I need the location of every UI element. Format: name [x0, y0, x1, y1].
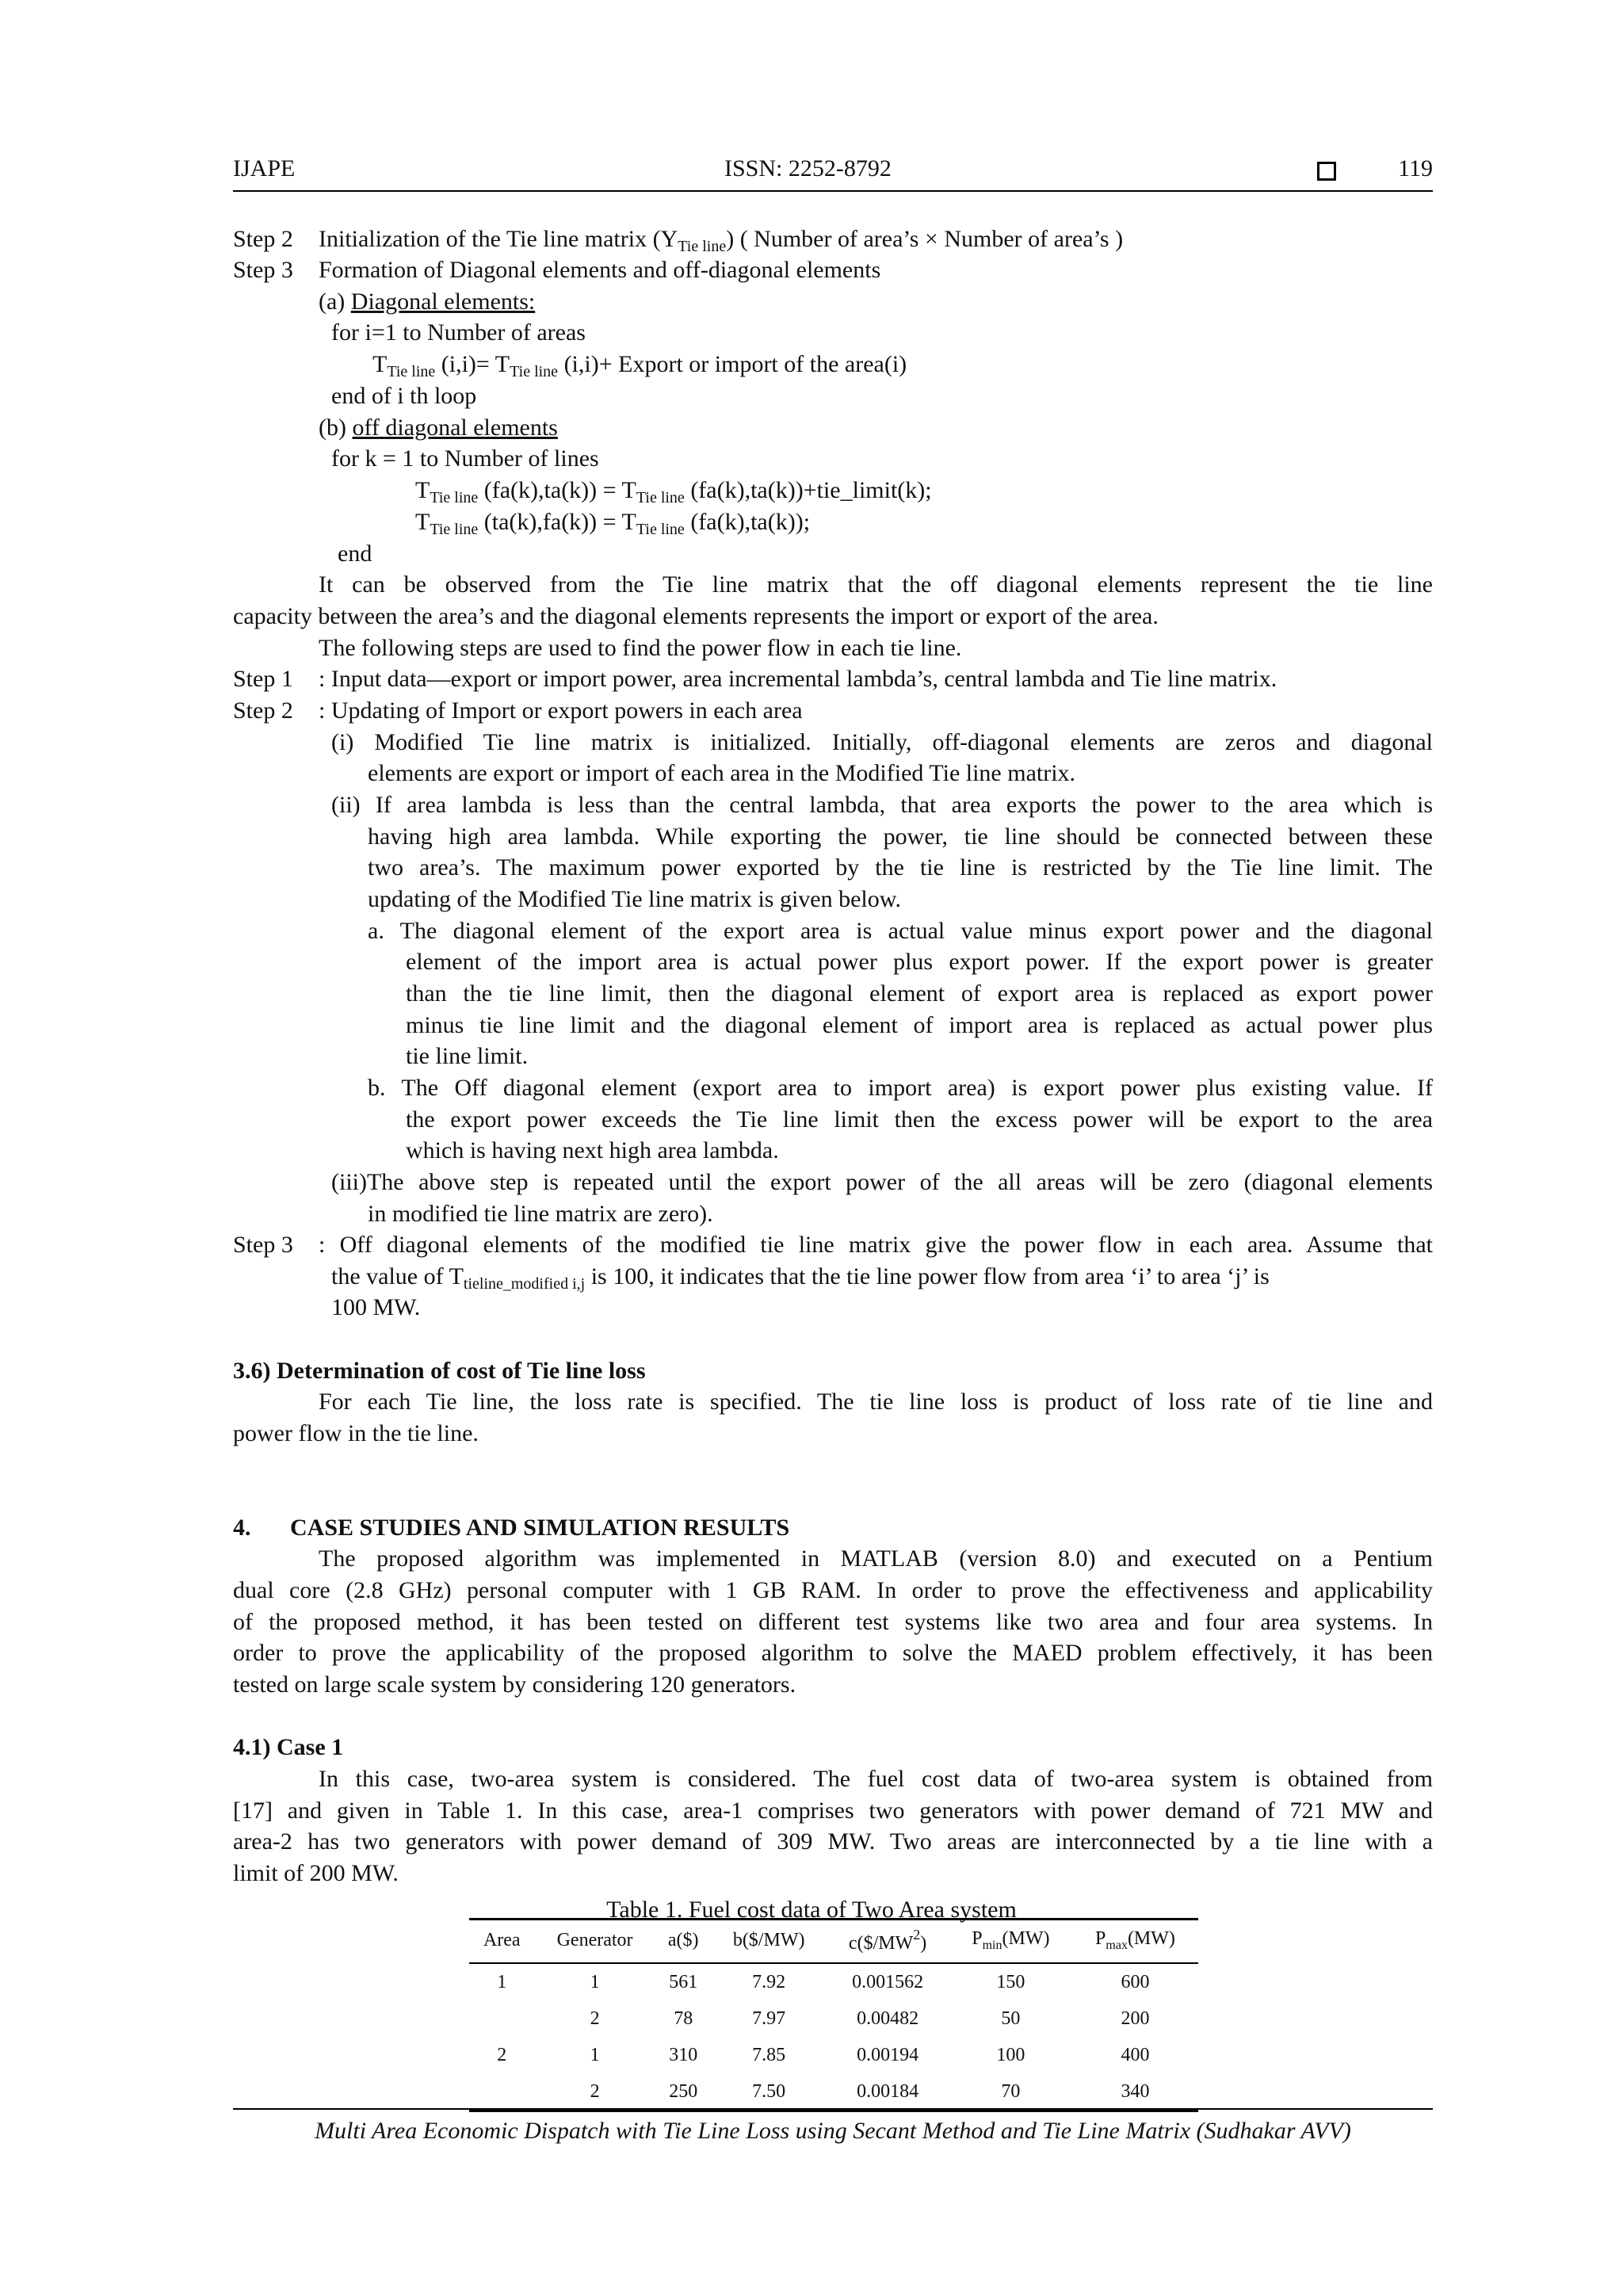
code-line: end of i th loop: [331, 383, 477, 409]
col-header-generator: Generator: [535, 1920, 655, 1964]
col-header-b: b($/MW): [712, 1920, 827, 1964]
code-line: $T_{Tie line}$ $(fa(k),ta(k)) = T_{Tie line}$ (fa(k),ta(k))+tie_limit(k);: [415, 477, 932, 506]
cell-pmin: 50: [1001, 2008, 1021, 2029]
cell-b: 7.97: [752, 2008, 786, 2029]
code-line: end: [338, 541, 372, 567]
cell-a: 310: [669, 2044, 698, 2065]
paragraph-line: dual core (2.8 GHz) personal computer with 1 GB RAM. In order to prove the effectiveness and applicability: [233, 1577, 1433, 1603]
step-text: Initialization of the Tie line matrix $(Y_{Tie line})$ ( Number of area’s × Number of area’s ): [319, 226, 1124, 255]
table-header-row: [469, 1920, 1198, 1964]
cell-pmax: 340: [1072, 2073, 1198, 2111]
square-bullet-icon: [1317, 162, 1336, 181]
section-number: 4.: [233, 1515, 251, 1541]
issn: ISSN: 2252-8792: [724, 155, 892, 181]
step-label: Step 2: [233, 697, 293, 724]
cell-c: 0.00184: [826, 2073, 949, 2111]
table-row: [469, 2073, 1198, 2111]
col-header-pmax: $P_{max}(MW)$: [1072, 1920, 1198, 1964]
list-item-line: elements are export or import of each area in the Modified Tie line matrix.: [368, 760, 1076, 786]
list-item-line: (iii)The above step is repeated until the export power of the all areas will be zero (diagonal elements: [331, 1169, 1433, 1195]
section-heading: 4.1) Case 1: [233, 1734, 344, 1760]
page-footer: Multi Area Economic Dispatch with Tie Line Loss using Secant Method and Tie Line Matrix (Sudhakar AVV): [233, 2108, 1433, 2145]
code-line: for k = 1 to Number of lines: [331, 445, 599, 472]
cell-pmax: 600: [1121, 1971, 1150, 1992]
cell-a: 561: [669, 1971, 698, 1992]
cell-c: 0.00482: [857, 2008, 919, 2029]
list-item-line: b. The Off diagonal element (export area to import area) is export power plus existing value. If: [368, 1075, 1433, 1101]
list-item-line: having high area lambda. While exporting the power, tie line should be connected between these: [368, 823, 1433, 850]
cell-pmax: 400: [1121, 2044, 1150, 2065]
step-label: Step 3: [233, 1232, 293, 1258]
list-item-line: a. The diagonal element of the export area is actual value minus export power and the diagonal: [368, 918, 1433, 944]
paragraph-line: capacity between the area’s and the diagonal elements represents the import or export of the area.: [233, 603, 1159, 629]
paragraph-line: power flow in the tie line.: [233, 1420, 479, 1446]
step-label: Step 3: [233, 257, 293, 283]
section-heading: 3.6) Determination of cost of Tie line loss: [233, 1358, 646, 1384]
paragraph-line: [17] and given in Table 1. In this case, area-1 comprises two generators with power demand of 721 MW and: [233, 1797, 1433, 1824]
col-header-area: Area: [469, 1920, 535, 1964]
step-text: 100 MW.: [331, 1294, 421, 1320]
paragraph-line: tested on large scale system by considering 120 generators.: [233, 1671, 796, 1698]
paragraph-line: limit of 200 MW.: [233, 1860, 399, 1886]
step-text: : Updating of Import or export powers in each area: [319, 697, 803, 724]
cell-area: 2: [497, 2044, 507, 2065]
cell-pmin: 70: [949, 2073, 1072, 2111]
table-row: [469, 2000, 1198, 2037]
paragraph-line: of the proposed method, it has been tested on different test systems like two area and four area systems. In: [233, 1609, 1433, 1635]
cell-generator: 1: [590, 1971, 600, 1992]
step-text: : Input data—export or import power, area incremental lambda’s, central lambda and Tie line matrix.: [319, 666, 1277, 692]
paragraph-line: In this case, two-area system is considered. The fuel cost data of two-area system is obtained from: [319, 1766, 1433, 1792]
list-item-line: than the tie line limit, then the diagonal element of export area is replaced as export power: [406, 980, 1433, 1007]
cell-a: 78: [674, 2008, 693, 2029]
step-text: : Off diagonal elements of the modified tie line matrix give the power flow in each area. Assume that: [319, 1232, 1433, 1258]
page-number: 119: [1398, 155, 1433, 181]
cell-generator: 2: [535, 2073, 655, 2111]
cell-pmin: 150: [996, 1971, 1025, 1992]
journal-name: IJAPE: [233, 155, 296, 181]
list-item-line: which is having next high area lambda.: [406, 1137, 779, 1163]
subheading-diagonal: (a) Diagonal elements:: [319, 288, 536, 315]
cell-a: 250: [655, 2073, 712, 2111]
list-item-line: two area’s. The maximum power exported by the tie line is restricted by the Tie line limit. The: [368, 854, 1433, 881]
list-item-line: tie line limit.: [406, 1043, 529, 1069]
fuel-cost-table: [469, 1918, 1198, 2112]
code-line: for i=1 to Number of areas: [331, 319, 586, 346]
paragraph-line: For each Tie line, the loss rate is specified. The tie line loss is product of loss rate of tie line and: [319, 1389, 1433, 1415]
paragraph-line: order to prove the applicability of the proposed algorithm to solve the MAED problem effectively, it has been: [233, 1640, 1433, 1666]
paragraph-line: The following steps are used to find the power flow in each tie line.: [319, 635, 962, 661]
page-header: [233, 155, 1433, 192]
code-line: $T_{Tie line}$ $(i,i)= T_{Tie line}$ (i,i)+ Export or import of the area(i): [372, 351, 907, 380]
step-label: Step 2: [233, 226, 293, 252]
cell-generator: 2: [590, 2008, 600, 2029]
cell-c: 0.001562: [852, 1971, 924, 1992]
list-item-line: updating of the Modified Tie line matrix is given below.: [368, 886, 901, 912]
list-item-line: (i) Modified Tie line matrix is initialized. Initially, off-diagonal elements are zeros and diagonal: [331, 729, 1433, 755]
cell-pmax: 200: [1121, 2008, 1150, 2029]
paragraph-line: It can be observed from the Tie line matrix that the off diagonal elements represent the tie line: [319, 571, 1433, 598]
cell-area: [469, 2073, 535, 2111]
cell-b: 7.50: [712, 2073, 827, 2111]
table-row: [469, 1963, 1198, 2000]
section-heading: CASE STUDIES AND SIMULATION RESULTS: [290, 1515, 790, 1541]
paragraph-line: area-2 has two generators with power demand of 309 MW. Two areas are interconnected by a tie line with a: [233, 1828, 1433, 1855]
step-label: Step 1: [233, 666, 293, 692]
list-item-line: element of the import area is actual power plus export power. If the export power is greater: [406, 949, 1433, 975]
col-header-a: a($): [655, 1920, 712, 1964]
cell-b: 7.85: [752, 2044, 786, 2065]
code-line: $T_{Tie line}$ $(ta(k),fa(k)) = T_{Tie line}$ (fa(k),ta(k));: [415, 509, 811, 538]
cell-area: [469, 2000, 535, 2037]
col-header-pmin: $P_{min}(MW)$: [949, 1920, 1072, 1964]
step-text: the value of $T_{tieline\_modified i,j}$ is 100, it indicates that the tie line power flow from area ‘i’ to area ‘j’ is: [331, 1263, 1270, 1293]
cell-pmin: 100: [996, 2044, 1025, 2065]
step-text: Formation of Diagonal elements and off-diagonal elements: [319, 257, 881, 283]
cell-area: 1: [497, 1971, 507, 1992]
table-row: [469, 2037, 1198, 2073]
list-item-line: (ii) If area lambda is less than the central lambda, that area exports the power to the area which is: [331, 792, 1433, 818]
cell-generator: 1: [590, 2044, 600, 2065]
list-item-line: minus tie line limit and the diagonal element of import area is replaced as actual power plus: [406, 1012, 1433, 1038]
list-item-line: the export power exceeds the Tie line limit then the excess power will be export to the area: [406, 1106, 1433, 1133]
subheading-off-diagonal: (b) off diagonal elements: [319, 415, 558, 441]
table-caption: Table 1. Fuel cost data of Two Area system: [606, 1897, 1017, 1923]
cell-c: 0.00194: [857, 2044, 919, 2065]
cell-b: 7.92: [752, 1971, 786, 1992]
list-item-line: in modified tie line matrix are zero).: [368, 1201, 713, 1227]
col-header-c: $c(\$/MW^2)$: [826, 1920, 949, 1964]
paragraph-line: The proposed algorithm was implemented in MATLAB (version 8.0) and executed on a Pentium: [319, 1545, 1433, 1572]
